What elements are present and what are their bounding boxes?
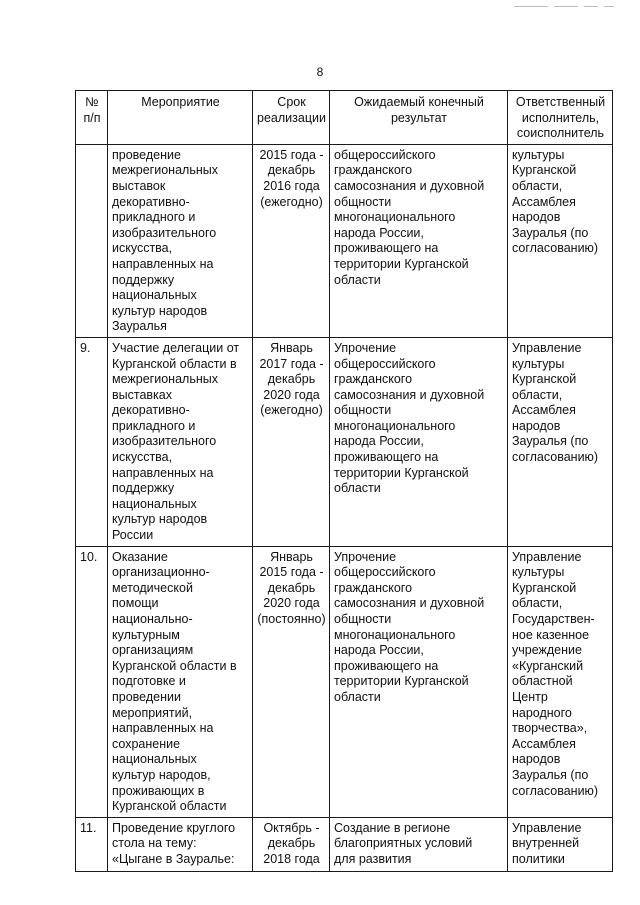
row-executor: Управление культуры Курганской области, Ассамблея народов Зауралья (по согласованию) <box>508 337 613 546</box>
row-executor: Управление внутренней политики <box>508 817 613 871</box>
row-result: Упрочение общероссийского гражданского самосознания и духовной общности многонационального народа России, проживающего на территории Курганской области <box>330 337 508 546</box>
page-number: 8 <box>316 65 324 79</box>
header-executor: Ответственный исполнитель, соисполнитель <box>508 91 613 145</box>
scan-marks <box>514 6 614 8</box>
row-number <box>76 144 108 337</box>
row-result: Упрочение общероссийского гражданского самосознания и духовной общности многонационального народа России, проживающего на территории Курганской области <box>330 546 508 817</box>
program-table <box>75 90 613 872</box>
row-term: 2015 года - декабрь 2016 года (ежегодно) <box>253 144 330 337</box>
row-event: Проведение круглого стола на тему: «Цыгане в Зауралье: <box>108 817 253 871</box>
row-event: Участие делегации от Курганской области в межрегиональных выставках декоративно- прикладного и изобразительного искусства, направленных на поддержку национальных культур народов России <box>108 337 253 546</box>
row-event: проведение межрегиональных выставок декоративно- прикладного и изобразительного искусства, направленных на поддержку национальных культур народов Зауралья <box>108 144 253 337</box>
header-event: Мероприятие <box>108 91 253 145</box>
row-result: общероссийского гражданского самосознания и духовной общности многонационального народа России, проживающего на территории Курганской области <box>330 144 508 337</box>
row-number: 9. <box>76 337 108 546</box>
table-header-row <box>76 91 613 145</box>
table-row <box>76 144 613 337</box>
header-result: Ожидаемый конечный результат <box>330 91 508 145</box>
row-term: Октябрь - декабрь 2018 года <box>253 817 330 871</box>
row-term: Январь 2017 года - декабрь 2020 года (ежегодно) <box>253 337 330 546</box>
row-number: 11. <box>76 817 108 871</box>
row-number: 10. <box>76 546 108 817</box>
row-executor: культуры Курганской области, Ассамблея народов Зауралья (по согласованию) <box>508 144 613 337</box>
header-number: № п/п <box>76 91 108 145</box>
row-term: Январь 2015 года - декабрь 2020 года (постоянно) <box>253 546 330 817</box>
table-row <box>76 817 613 871</box>
row-event: Оказание организационно- методической помощи национально- культурным организациям Курганской области в подготовке и проведении мероприятий, направленных на сохранение национальных культур народов, проживающих в Курганской области <box>108 546 253 817</box>
table-row <box>76 337 613 546</box>
row-result: Создание в регионе благоприятных условий для развития <box>330 817 508 871</box>
header-term: Срок реализации <box>253 91 330 145</box>
table-row <box>76 546 613 817</box>
row-executor: Управление культуры Курганской области, Государствен- ное казенное учреждение «Курганский областной Центр народного творчества», Ассамблея народов Зауралья (по согласованию) <box>508 546 613 817</box>
